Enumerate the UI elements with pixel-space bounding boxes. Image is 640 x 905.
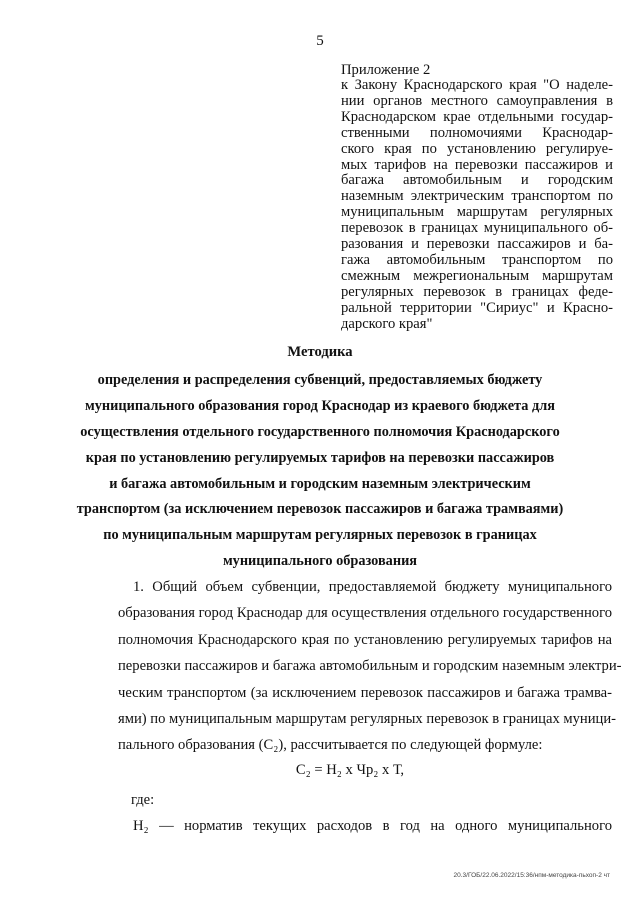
appendix-line: ского края по установлению регулируе-	[341, 140, 613, 157]
appendix-line: наземным электрическим транспортом по	[341, 188, 613, 205]
body-paragraph	[118, 574, 622, 759]
methodology-heading: Методика	[287, 344, 353, 360]
methodology-subtitle	[0, 368, 640, 575]
where-label: где:	[131, 792, 155, 808]
appendix-title: Приложение 2	[341, 62, 431, 78]
appendix-line: багажа автомобильным и городским	[341, 172, 613, 189]
paragraph-line: 1. Общий объем субвенции, предоставляемой бюджету муниципального	[133, 579, 612, 595]
paragraph-line: ческим транспортом (за исключением перевозок пассажиров и багажа трамва-	[118, 684, 612, 701]
subtitle-line: муниципального образования город Краснодар из краевого бюджета для	[85, 397, 555, 414]
page-number: 5	[316, 33, 324, 49]
appendix-line: дарского края"	[341, 315, 433, 332]
appendix-block	[341, 62, 613, 333]
appendix-line: к Закону Краснодарского края "О наделе-	[341, 77, 613, 93]
appendix-line: нии органов местного самоуправления в	[341, 92, 613, 109]
subtitle-line: края по установлению регулируемых тарифов на перевозки пассажиров	[85, 449, 555, 466]
subtitle-line: определения и распределения субвенций, предоставляемых бюджету	[97, 372, 543, 388]
appendix-line: ственными полномочиями Краснодар-	[341, 124, 613, 141]
appendix-line: перевозок в границах муниципального об-	[341, 220, 613, 237]
appendix-line: мых тарифов на перевозки пассажиров и	[341, 156, 613, 173]
appendix-line: ральной территории "Сириус" и Красно-	[341, 299, 613, 316]
appendix-line: регулярных перевозок в границах феде-	[341, 283, 613, 300]
subtitle-line: транспортом (за исключением перевозок пассажиров и багажа трамваями)	[76, 501, 564, 518]
paragraph-line: полномочия Краснодарского края по установлению регулируемых тарифов на	[118, 631, 612, 648]
subtitle-line: и багажа автомобильным и городским наземным электрическим	[109, 475, 531, 492]
paragraph-line: образования город Краснодар для осуществления отдельного государственного	[118, 605, 612, 622]
subtitle-line: муниципального образования	[222, 553, 418, 570]
appendix-line: смежным межрегиональным маршрутам	[341, 267, 613, 284]
subtitle-line: по муниципальным маршрутам регулярных перевозок в границах	[103, 527, 537, 544]
paragraph-line: ями) по муниципальным маршрутам регулярных перевозок в границах муници-	[118, 710, 617, 727]
paragraph-line: пального образования (С₂), рассчитывается по следующей формуле:	[118, 737, 543, 754]
paragraph-line: перевозки пассажиров и багажа автомобильным и городским наземным электри-	[118, 658, 622, 675]
formula: С₂ = Н₂ х Чр₂ х Т,	[295, 762, 405, 778]
definition-line: Н₂ — норматив текущих расходов в год на одного муниципального	[133, 818, 612, 834]
appendix-line: гажа автомобильным транспортом по	[341, 251, 613, 268]
subtitle-line: осуществления отдельного государственного полномочия Краснодарского	[80, 423, 560, 440]
appendix-line: разования и перевозки пассажиров и ба-	[341, 236, 613, 253]
appendix-line: Краснодарском крае отдельными государ-	[341, 108, 613, 125]
footer-file-stamp: 20.3/ГОБ/22.06.2022/15:36/нпм-методика-пьхоп-2 чт	[453, 872, 610, 879]
appendix-line: муниципальным маршрутам регулярных	[341, 204, 613, 221]
